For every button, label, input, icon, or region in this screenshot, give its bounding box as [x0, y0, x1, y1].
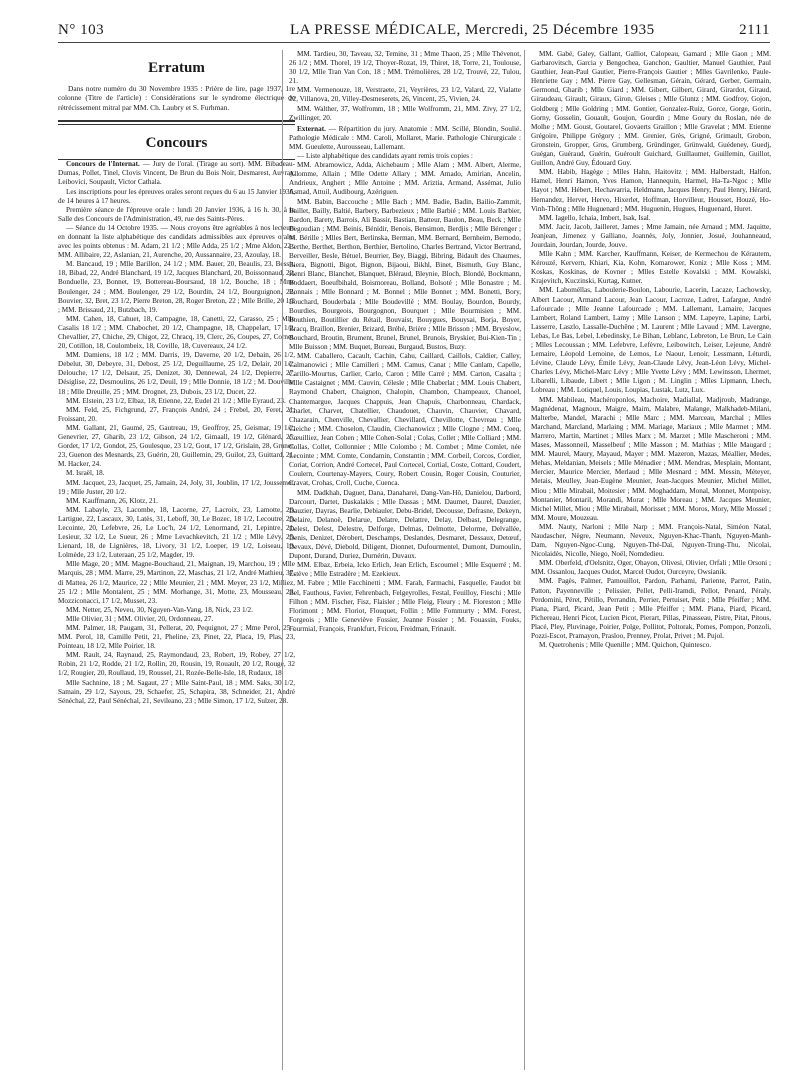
list-letter-l: MM. Laboméllas, Laboulerie-Boulon, Labourie, Lacerin, Lacaze, Lachowsky, Albert Lacour, Armand Lacour, Jean Lacour, Lacroze, Ladret, Lafargue, André Lafourcade ; Mlle Jeanne Lafourcade ; MM. Lallemant, Lamaire, Jacques Lambert, Roland Lambert, Lamy ; Mlle Lanson ; MM. Lapeyre, Lapine, Larbi, Lasserre, Laszlo, Lassalle-Duchêne ; M. Laurent ; Mlle Lavaud ; MM. Lavergne, Lebas, Le Bas, Lebel, Lebedinsky, Le Bihan, Leblanc, Lebreton, Le Brun, Le Cain ; Mlles Lecoussan ; MM. Lefebvre, Lefèvre, Leibowitch, Leiser, Lejeune, André Lemaire, Léopold Lemoine, de Lemos, Le Naour, Lenoir, Lessmann, Léturdi, Lévine, Claude Lévy, Émile Lévy, Jean-Claude Lévy, Jean-Léon Lévy, Michel-Charles Lévy, Michel-Marc Lévy ; Mlle Yvette Lévy ; MM. Lewinsson, Lhermet, Libarelli, Libaude, Libert ; Mlle Ligon ; M. Linglin ; Mlles Lipmann, Lhech, Lobreau ; MM. Lotiquel, Louis, Loupias, Lustak, Lutz, Lux.: [531, 286, 771, 395]
page-label: N° 103: [58, 22, 105, 38]
paragraph: MM. Rault, 24, Raynaud, 25, Raymondaud, 23, Robert, 19, Robey, 27 1/2, Robin, 21 1/2, Rodde, 21 1/2, Rollin, 20, Rousin, 19, Rouault, 20 1/2, Rougé, 32 1/2, Rougier, 20, Roullaud, 19, Roussel, 21, Rozée-Belle-Isle, 18, Rudaux, 18.: [58, 651, 295, 678]
column-1: [58, 50, 295, 1070]
paragraph: Mlle Olivier, 31 ; MM. Olivier, 20, Ordonneau, 27.: [66, 614, 214, 623]
paragraph: Les inscriptions pour les épreuves orales seront reçues du 6 au 15 Janvier 1936, de 14 heures à 17 heures.: [58, 187, 295, 205]
paragraph: MM. Damiens, 18 1/2 ; MM. Darris, 19, Daverne, 20 1/2, Debain, 26 1/2, Debelut, 30, Debeyre, 31, Debost, 25 1/2, Deguillaume, 25 1/2, Delair, 20 1/2, Delouche, 17 1/2, Delsaut, 25, Denizet, 30, Dennewal, 24 1/2, Depierre, 27, Désiglise, 22, Desmoulins, 26 1/2, Deuil, 19 ; Mlle Donnie, 18 1/2 ; M. Douville, 18 ; Mlle Dreuille, 25 ; MM. Drognet, 23, Dubois, 23 1/2, Ducet, 22.: [58, 351, 295, 396]
section-rule: [58, 120, 295, 122]
paragraph: M. Bancaud, 19 ; Mlle Barillon, 24 1/2 ; MM. Bauer, 20, Beaulis, 23, Bessit, 18, Bibad, 22, André Blanchard, 19 1/2, Jacques Blanchard, 20, Boissonnaud, 22, Bonduelle, 23, Bonnet, 19, Bottereau-Boursaud, 18 1/2, Bouche, 18 ; Mme Boulenger, 24 ; MM. Boulenger, 29 1/2, Bourdin, 24 1/2, Bourguignon, 22, Bouvier, 32, Bret, 23 1/2, Pierre Breton, 28, Roger Breton, 22 ; Mlle Brille, 20 1/2 ; MM. Brissaud, 21, Butzbach, 19.: [58, 260, 295, 314]
paragraph: Première séance de l'épreuve orale : lundi 20 Janvier 1936, à 16 h. 30, à la Salle des Concours de l'Administration, 49, rue des Saints-Pères.: [58, 205, 295, 223]
concours-title: Concours: [145, 135, 208, 152]
paragraph: MM. Palmer, 18, Paugam, 31, Pellerat, 20, Pequignot, 27 ; Mme Perol, 25 ; MM. Perol, 18, Camille Petit, 21, Pheline, 23, Pinet, 22, Placa, 19, Plas, 23, Pointeau, 18 1/2, Mlle Poirier, 18.: [58, 624, 295, 651]
externat-lead: [289, 125, 521, 152]
externat-jury-text: — Répartition du jury. Anatomie : MM. Scillé, Blondin, Soulié. Pathologie Médicale : MM. Caroli, Mollaret, Marie. Pathologie Chirurgicale : MM. Gueulette, Aurousseau, Lallemant.: [289, 124, 521, 151]
list-letter-q: M. Quetrohenis ; Mlle Quenille ; MM. Quichon, Quintesco.: [539, 641, 712, 650]
paragraph: — Séance du 14 Octobre 1935. — Nous croyons être agréables à nos lecteurs en donnant la liste alphabétique des candidats admissibles aux épreuves orales avec les points obtenus : M. Adam, 21 1/2 ; Mlle Adda, 25 1/2 ; Mme Aldon, 22 ; MM. Allibaire, 22, Aslanian, 21, Aurenche, 20, Aussannaire, 23, Azoulay, 18.: [58, 223, 295, 260]
journal-title: LA PRESSE MÉDICALE, Mercredi, 25 Décembre 1935: [290, 22, 655, 38]
concours-internat-heading: Concours de l'Internat.: [66, 160, 140, 169]
externat-heading: Externat.: [297, 124, 326, 133]
column-2: [282, 50, 521, 1070]
concours-internat-lead: [58, 160, 295, 187]
paragraph: MM. Walther, 37, Wolfromm, 18 ; Mlle Wolfromm, 21, MM. Zivy, 27 1/2, Zwillinger, 20.: [289, 104, 521, 122]
paragraph: MM. Kauffmann, 26, Klotz, 21.: [66, 496, 158, 505]
list-letter-f: M. Fabre ; Mlle Facchinetti ; MM. Farah, Farmachi, Fasquelle, Faudot bit Bel, Fauthous, Favier, Fehrenbach, Felgeyrolles, Festal, Feuilloy, Fieschi ; Mlle Filhon ; MM. Fischer, Fisz, Flaisler ; Mlle Fleig, Fleury ; M. Floreston ; Mlle Florimont ; MM. Floriot, Flouquet, Follin ; Mlle Fommurty ; MM. Forest, Forgeois ; Mlle Geneviève Fossier, Jeanne Fossier ; M. Fouassin, Fouks, Fourmial, François, Frankfurt, Fricou, Freidman, Frinault.: [289, 579, 521, 633]
jury-oral-text: — Jury de l'oral. (Tirage au sort). MM. Bibadeau-Dumas, Pollet, Tinel, Clovis Vincent, De Brun du Bois Noir, Desmarest, Auvray, Leibovici, Soupault, Victor Cathala.: [58, 160, 295, 187]
header-rule: [58, 42, 770, 43]
paragraph: Mlle Sachnine, 18 ; M. Sagaut, 27 ; Mlle Saint-Paul, 18 ; MM. Saks, 30 1/2, Samain, 29 1/2, Sayous, 29, Schaefer, 25, Schapira, 38, Schneider, 21, André Sénéchal, 22, Paul Sénéchal, 21, Sevileano, 23 ; Mlle Simon, 17 1/2, Sulzer, 28.: [58, 678, 295, 705]
column-3: [524, 50, 771, 1070]
paragraph: MM. Jacquet, 23, Jacquet, 25, Jamain, 24, Joly, 31, Joublin, 17 1/2, Joussemet, 19 ; Mlle Juster, 20 1/2.: [58, 478, 295, 496]
paragraph: MM. Labayle, 23, Lacombe, 18, Lacorne, 27, Lacroix, 23, Lamotte, 26, Lartigue, 22, Lascaux, 30, Latès, 31, Leboff, 30, Le Bozec, 18 1/2, Lecoutre, 25, Lecointe, 20, Lefebvre, 26, Le Loc'h, 24 1/2, Lenormand, 21, Lepintre, 21, Lesieur, 32 1/2, Le Sueur, 26 ; Mme Levachkevitch, 21 1/2 ; Mlle Lévy, 25, Lienard, 18, de Lignières, 18, Livory, 31 1/2, Loeper, 19 1/2, Loiseau, 19, Lolmède, 23 1/2, Luteraan, 25 1/2, Magder, 19.: [58, 505, 295, 560]
paragraph: MM. Feld, 25, Fichgrund, 27, François André, 24 ; Frebel, 20, Feret, 21, Froissant, 20.: [58, 405, 295, 423]
paragraph: MM. Tardieu, 30, Taveau, 32, Temine, 31 ; Mme Thaon, 25 ; Mlle Thévenot, 26 1/2 ; MM. Thorel, 19 1/2, Thoyer-Rozat, 19, Thiret, 18, Torre, 21, Toulouse, 30 1/2, Mlle Tran Van Con, 18 ; MM. Trémolières, 28 1/2, Trouvé, 22, Tulou, 21.: [289, 50, 521, 86]
list-letter-i: MM. Iagello, Ichaia, Imbert, Isak, Isal.: [539, 213, 651, 222]
list-letter-j: MM. Jacir, Jacob, Jailleret, James ; Mme Jamain, née Arnaud ; MM. Jaquitte, Jeanjean, Jimenez y Galliano, Joannès, Joly, Jonnier, Josué, Jouhanneaud, Jourdain, Jourdan, Jourde, Jouve.: [531, 222, 771, 249]
paragraph: MM. Elstein, 23 1/2, Elbaz, 18, Etienne, 22, Eudel 21 1/2 ; Mlle Eyraud, 23.: [66, 396, 286, 405]
erratum-text: Dans notre numéro du 30 Novembre 1935 : Prière de lire, page 1937, 1re colonne (Titre de l'article) : Considérations sur le syndrome électrique de rétrécissement mitral par MM. Ch. Laubry et S. Furhman.: [58, 84, 295, 112]
paragraph: MM. Vermenouze, 18, Verstraete, 21, Veyrières, 23 1/2, Valard, 22, Vialatte 22, Villanova, 20, Villey-Desmeserets, 26, Vincent, 25, Vivien, 24.: [289, 86, 521, 104]
list-letter-a: MM. Abramowicz, Adda, Aichebaum ; Mlle Alam ; MM. Albert, Alerme, Allomme, Allain ; Mlle Odette Allary ; MM. Amado, Amirian, Ancelin, Andrieux, Anghert ; Mlle Antoine ; MM. Ariztia, Armand, Assémat, Julio Asmad, Attuil, Audibourg, Azériguen.: [289, 161, 521, 197]
list-letter-b: MM. Babin, Baccouche ; Mlle Bach ; MM. Badie, Badin, Bailio-Zammit, Baillet, Bailly, Baltié, Barbery, Barbezieux ; Mlle Barbié ; MM. Louis Barbier, Bardon, Barety, Barrois, Ali Bassir, Bastian, Batteur, Baulon, Beau, Beck ; Mlle Begoudian ; MM. Beinis, Bénidir, Benois, Bensimon, Berdjis ; Mlle Bérenger ; M. Bérille ; Mlles Bert, Berlinska, Berman, MM. Bernard, Bernheim, Bernodo, Berthe, Berthet, Berthon, Berthier, Bertolino, Charles Bertrand, Victor Bertrand, Berveiller, Besle, Bétuel, Beurrier, Bey, Biaggi, Bibring, Bidault des Chaumes, Biera, Bignotti, Bigot, Bignon, Bijaoui, Bikhl, Binet, Bismuth, Guy Blanc, Henri Blanc, Blanchet, Blanquet, Bléraud, Bleynie, Bloch, Blondé, Bockmann, Boddaert, Boeufbihald, Boismoreau, Bolland, Bolsoté ; Mlle Bonastre ; M. Bonnais ; Mlle Bonnard ; M. Bonnel ; Mlle Bonnet ; MM. Bonetti, Bory, Bouchard, Bouderbala ; Mlle Boudevillé ; MM. Boulay, Bourdon, Bourdy, Bourdies, Bourgeois, Bourgognon, Bourquet ; Mlle Bourmisien ; MM. Bouthien, Boutillier du Rétail, Bouvaist, Bouygues, Bouysai, Borja, Boyer, Bracq, Braillon, Brenier, Brizard, Bréhé, Brière ; Mlle Brisson ; MM. Bryeslow, Bouchard, Broutin, Brument, Brunel, Brunel, Brunois, Bryskier, Bui-Kien-Tin ; Mlle Buisson ; MM. Buquet, Bureau, Burgaud, Bustos, Buzy.: [289, 197, 521, 351]
list-letter-o: MM. Oberfeld, d'Oelsnitz, Oger, Ohayon, Olivesi, Olivier, Orfali ; Mlle Orsoni ; MM. Ossanlou, Jacques Oudot, Marcel Oudot, Ourceyre, Owsianik.: [531, 559, 771, 577]
list-letter-h: MM. Habib, Hagège ; Mlles Hahn, Haitovitz ; MM. Halberstadt, Halfon, Hamel, Henri Hamon, Yves Hamon, Hannequin, Harmel, Ha-Ta-Ngoc ; Mlle Hayot ; MM. Hébert, Hechavarria, Heldmann, Jacques Henry, Paul Henry, Hérard, Hernandez, Hervet, Hervo, Hixerlet, Hoffman, Horvilleur, Housset, Houzé, Ho-Vinh-Thông ; Mlle Huguenard ; MM. Huguenin, Hugues, Huguenard, Huret.: [531, 168, 771, 213]
list-letter-m: MM. Mabileau, Machéroponlos, Machoire, Madiallal, Madjroub, Madrange, Magnédenat, Magnoux, Maigre, Maim, Malabre, Malange, Malkhadeb-Milani, Malterbe, Mandel, Marachi ; Mlle Marc ; MM. Marceau, Marchal ; Mlles Marchand, Marcland, Marlaing ; MM. Mariage, Mariaux ; Mlle Marmet ; MM. Marrero, Martin, Martinet ; Mlles Marx ; M. Marzet ; Mlle Mascheroni ; MM. Mases, Massonneil, Masselbeuf ; Mlle Masson ; M. Mathias ; Mlle Maugard ; MM. Maurel, Maury, Mayaud, Mayer ; MM. Mazeron, Mazas, Méallier, Medes, Mehas, Meldanian, Meisels ; Mlle Ménadier ; MM. Mendras, Mesplain, Montant, Mercier, Maurice Mercier, Merlaud ; Mlle Mesnard ; MM. Messin, Méteyer, Metais, Meulley, Jean-Eugène Meunier, Jean-Jacques Meunier, Michel Millet, Miou ; Mlle Mirabail, Moitesier ; MM. Moghaddam, Monal, Monnet, Montpoisy, Montanier, Montaril, Morandi, Morat ; Mlle Moreau ; MM. Jacques Meunier, Michel Millet, Miou ; Mlle Mirabail, Morisset ; MM. Moros, Mory, Mlle Mossel ; MM. Moure, Mouzeau.: [531, 395, 771, 522]
list-letter-c: MM. Caballero, Cacault, Cachin, Cahu, Caillard, Caillols, Caldier, Calley, Calmanowici ; Mlle Camilleri ; MM. Camus, Canat ; Mlle Canlam, Capelle, Carillo-Mourtus, Carlier, Carlo, Caron ; Mlle Carré ; MM. Carton, Casalta ; Mlle Castaignet ; MM. Cauvin, Célesle ; Mlle Chaberlat ; MM. Louis Chabert, Raymond Chabert, Chaignon, Chalopin, Chambon, Champeaux, Chanoel, Chantemargue, Jacques Chappuis, Jean Chapuis, Charbonneau, Chardack, Charlet, Charvet, Chatellier, Chaudouet, Chauvin, Chauvier, Chavard, Chazarain, Chenville, Chevallier, Chevillard, Chevillotte, Chevreau ; Mlle Cleiche ; MM. Choselon, Claudin, Ciechanowicz ; Mlle Clogne ; MM. Coeq, Cœuilliez, Jean Cohen ; Mlle Cohen-Solal ; Colas, Collet ; Mlle Colliard ; MM. Collas, Collet, Collonnier ; Mlle Colombo ; M. Combet ; Mme Comlet, née Lecointe ; MM. Comte, Condamin, Constantin ; MM. Corbeil, Corcos, Cordier, Coriat, Corrion, André Cortecel, Paul Cortecel, Cortial, Coste, Cottard, Coudert, Coulern, Courtenay-Mayers, Coury, Robert Cousin, Roger Cousin, Couturier, Cravat, Crohas, Croll, Cuche, Cuenca.: [289, 352, 521, 488]
paragraph: Mlle Mage, 20 ; MM. Magne-Bouchaud, 21, Maignan, 19, Marchou, 19 ; Mlle Marquis, 28 ; MM. Marre, 29, Martinon, 22, Maschas, 21 1/2, André Mathieu, 37, di Mattea, 26 1/2, Maurice, 22 ; Mlle Meunier, 21 ; MM. Meyer, 23 1/2, Milliez, 25 1/2 ; Mlle Montalent, 25 ; MM. Morhange, 31, Motte, 23, Mousseau, 23, Mozziconacci, 17 1/2, Musset, 23.: [58, 560, 295, 605]
list-letter-e: MM. Elbaz, Erbeia, Icko Erlich, Jean Erlich, Escoumel ; Mlle Esquerré ; M. Estève ; Mlle Estradère ; M. Ezekieux.: [289, 561, 521, 579]
list-letter-d: MM. Dadkhah, Daguet, Dana, Danaharei, Dang-Van-Hô, Danielou, Darbord, Darcourt, Dartet, Daskalakis ; Mlle Dassas ; MM. Daumet, Daurel, Dauzier, Dauzier, Dayras, Bearlie, Debiauler, Debu-Bridel, Decousse, Defrasne, Dekeyn, Delaire, Delanoë, Delarue, Delatre, Delattre, Delay, Delbast, Delegrange, Delest, Delest, Delestre, Delforge, Delmas, Delmotte, Delorme, Delvallée, Denis, Denizet, Dérobert, Deschamps, Deslandes, Desmaret, Dessaux, Detœuf, Devaux, Dévé, Diebold, Diligent, Dionnet, Dufourmentel, Dumont, Dumoulin, Dupont, Durand, Duriez, Durnérin, Duvaux.: [289, 488, 521, 561]
list-letter-p: MM. Pagès, Palmer, Pamouillot, Pardon, Parhami, Pariente, Parrot, Patin, Patton, Payenneville ; Pelissier, Pellet, Pelli-Iramdi, Pellot, Penard, Péraly, Perdomini, Péret, Pétillo, Perrandin, Perrier, Pertuiset, Petit ; Mlle Pfeiffer ; MM. Piana, Piard, Picard, Jean Petit ; Mlle Pfeiffer ; MM. Piana, Piard, Picard, Pichereau, Henri Picot, Lucien Picot, Pierart, Pillas, Pinasseau, Pistre, Pitat, Pitous, Placé, Pley, Pluvinage, Poirier, Polge, Pollitot, Poltorak, Pomes, Pompon, Ponzoli, Pozzi-Escot, Pramayon, Prasloo, Prenney, Prolat, Privet ; M. Pujol.: [531, 577, 771, 640]
page-number: 2111: [739, 22, 770, 38]
list-letter-k: Mlle Kahn ; MM. Karcher, Kauffmann, Keiser, de Kermechou de Kérautem, Kérouzé, Kervern, Khiari, Kia, Kohn, Komarower, Koniz ; Mlle Koss ; MM. Koskas, Koskinas, de Kovner ; Mlles Estelle Kovalski ; MM. Kowalski, Krajevitch, Kuczinski, Kurtag, Kutner.: [531, 250, 771, 286]
paragraph: MM. Gallant, 21, Gaumé, 25, Gautreau, 19, Geoffroy, 25, Geismar, 19 1/2, Genevrier, 27, Gharib, 23 1/2, Gibson, 24 1/2, Gimaall, 19 1/2, Glénard, 25, Gordet, 17 1/2, Gondot, 25, Goulesque, 23 1/2, Gout, 17 1/2, Grislain, 28, Gruner, 23, Guenon des Mesnards, 23, Guérin, 20, Guillemin, 29, Guilot, 23, Guittard, 21, M. Hacker, 24.: [58, 423, 295, 469]
paragraph: MM. Cahen, 18, Cahuet, 18, Campagne, 18, Canetti, 22, Carasso, 25 ; Mlle Casalis 18 1/2 ; MM. Chabochet, 20 1/2, Champagne, 18, Chappelart, 17 1/2, Chevallier, 27, Chiche, 29, Chigot, 22, Chracq, 19, Clerc, 26, Coupes, 27, Cornet, 20, Cotillon, 18, Coulombeix, 18, Coville, 18, Cuvereaux, 24 1/2.: [58, 314, 295, 351]
list-letter-g: MM. Gabé, Galey, Gallant, Galliot, Calopeau, Gamard ; Mlle Gaon ; MM. Garbarovitsch, Garcia y Bengochea, Ganchon, Gaultier, Manuel Gauthier, Paul Gauthier, Jean-Paul Gautier, Pierre-François Gautier ; Mlles Gavrilenko, Paule-Henriette Gay ; MM. Pierre Gay, Gellesman, Gérain, Gérard, Gerber, Germain, Germond, Gharib ; Mlle Giard ; MM. Gibert, Gilbert, Girard, Girardot, Giraud, Giraudeau, Girault, Giraux, Giron, Gleises ; Mlle Gluntz ; MM. Godfroy, Gojon, Goldberg ; Mlle Goldring ; MM. Gontier, Gonzalez-Ruiz, Gorce, Gorge, Gorin, Gorny, Gosselin, Gouault, Goujon, Gourdin ; Mme Goury du Roslan, née de Molhe ; MM. Goust, Goutarel, Govaerts Graillon ; Mlle Gravelat ; MM. Etienne Grégoire, Philippe Grégory ; MM. Grenier, Grès, Grigné, Grimault, Grobon, Gronstein, Gropper, Gros, Grumberg, Gründinger, Grünwald, Guédeney, Guedj, Guégan, Guéraud, Guérin, Guéroult Guichard, Guillaumet, Guillemin, Guillot, Guillon, André Guy, Édouard Guy.: [531, 50, 771, 168]
page-header: [58, 22, 770, 48]
erratum-title: Erratum: [148, 60, 205, 76]
section-rule: [58, 124, 295, 125]
list-letter-n: MM. Nauty, Narloni ; Mlle Narp ; MM. François-Natal, Siméon Natal, Naudascher, Nègre, Neumann, Neveux, Nguyen-Khac-Thanh, Nguyen-Manh-Dam, Nguyen-Ngoc-Cung, Nguyen-Thé-Daï, Nguyen-Trung-Thu, Nicolai, Nicolaidès, Nicolle, Niego, Noël, Nomdedieu.: [531, 522, 771, 559]
paragraph: MM. Netter, 25, Neveu, 30, Nguyen-Van-Vang, 18, Nick, 23 1/2.: [66, 605, 253, 614]
list-intro: — Liste alphabétique des candidats ayant remis trois copies :: [297, 152, 473, 161]
paragraph: M. Israël, 18.: [66, 469, 105, 478]
